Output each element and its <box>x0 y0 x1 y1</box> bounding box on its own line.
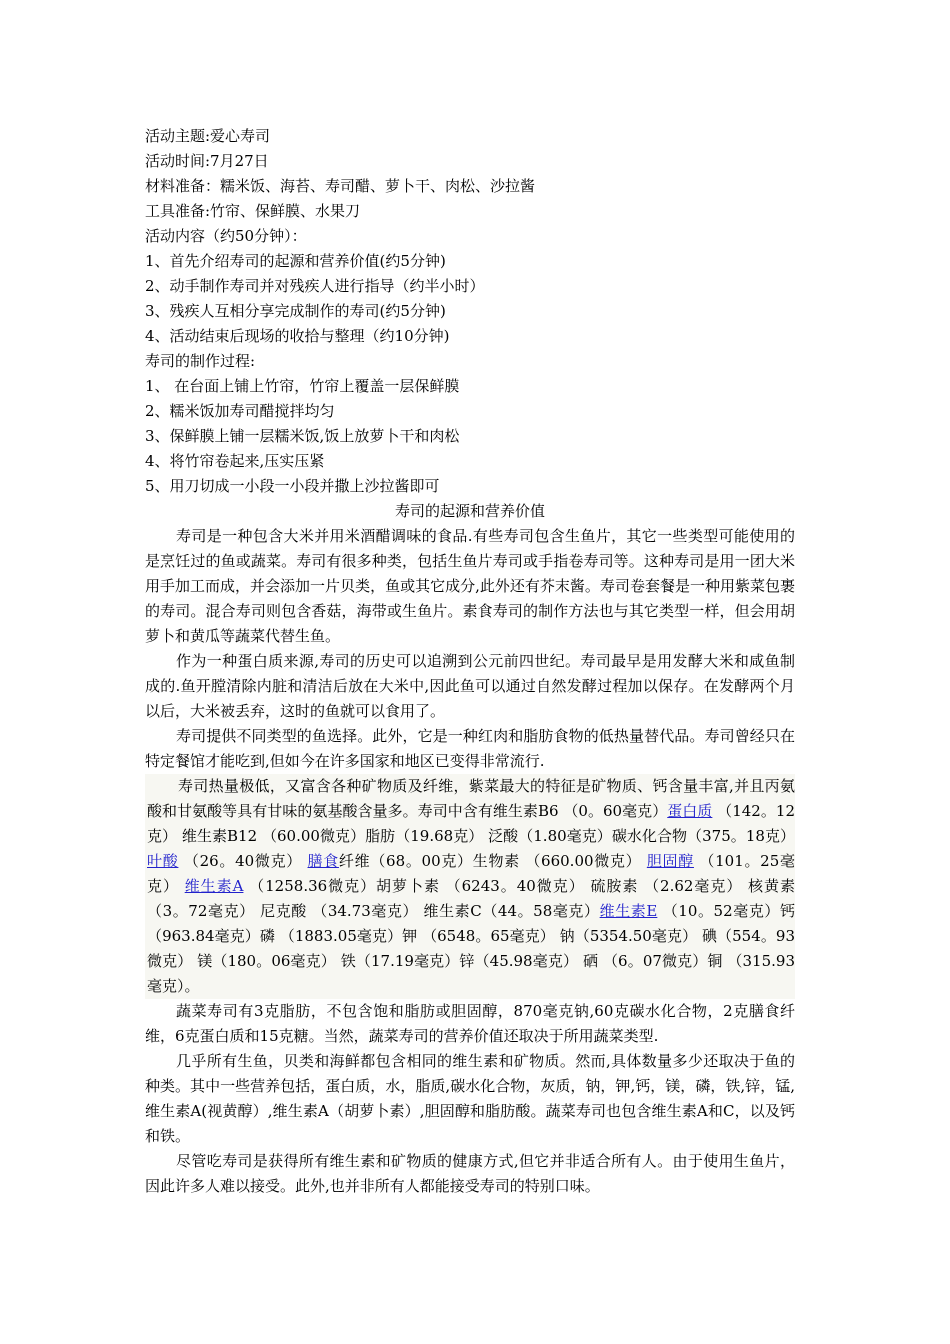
nutrition-text-7: （10。52毫克）钙 （963.84毫克）磷 （1883.05毫克）钾 （6548。65毫克） 钠（5354.50毫克） 碘（554。93微克） 镁（180。06毫克） 铁（17.19毫克）锌（45.98毫克） 硒 （6。07微克）铜 （315.93毫克）。 <box>147 902 795 995</box>
paragraph-seafood-nutrients: 几乎所有生鱼，贝类和海鲜都包含相同的维生素和矿物质。然而,具体数量多少还取决于鱼的种类。其中一些营养包括，蛋白质，水，脂质,碳水化合物，灰质，钠，钾,钙，镁，磷，铁,锌，锰,维生素A(视黄醇）,维生素A（胡萝卜素）,胆固醇和脂肪酸。蔬菜寿司也包含维生素A和C，以及钙和铁。 <box>145 1052 795 1145</box>
link-vitamin-a[interactable]: 维生素A <box>184 877 244 895</box>
line-time: 活动时间:7月27日 <box>145 152 269 170</box>
nutrition-text-2: （142。12克） 维生素B12 （60.00微克）脂肪（19.68克） 泛酸（1.80毫克）碳水化合物（375。18克） <box>147 802 795 845</box>
line-theme: 活动主题:爱心寿司 <box>145 127 271 145</box>
nutrition-text-3: （26。40微克） <box>178 852 308 870</box>
line-process-3: 3、保鲜膜上铺一层糯米饭,饭上放萝卜干和肉松 <box>145 427 460 445</box>
line-content-heading: 活动内容（约50分钟）： <box>145 227 307 245</box>
nutrition-text-1: 寿司热量极低，又富含各种矿物质及纤维，紫菜最大的特征是矿物质、钙含量丰富,并且丙氨酸和甘氨酸等具有甘味的氨基酸含量多。寿司中含有维生素B6 （0。60毫克） <box>147 777 795 820</box>
nutrition-text-6: （1258.36微克）胡萝卜素 （6243。40微克） 硫胺素 （2.62毫克） 核黄素 （3。72毫克） 尼克酸 （34.73毫克） 维生素C（44。58毫克） <box>147 877 795 920</box>
line-process-2: 2、糯米饭加寿司醋搅拌均匀 <box>145 402 335 420</box>
activity-plan <box>145 124 795 499</box>
line-step-share: 3、残疾人互相分享完成制作的寿司(约5分钟) <box>145 302 446 320</box>
nutrition-text-4: 纤维（68。00克）生物素 （660.00微克） <box>338 852 647 870</box>
link-dietary[interactable]: 膳食 <box>307 852 339 870</box>
line-step-cleanup: 4、活动结束后现场的收拾与整理（约10分钟) <box>145 327 450 345</box>
line-process-5: 5、用刀切成一小段一小段并撒上沙拉酱即可 <box>145 477 440 495</box>
line-process-1: 1、 在台面上铺上竹帘，竹帘上覆盖一层保鲜膜 <box>145 377 460 395</box>
line-step-make: 2、动手制作寿司并对残疾人进行指导（约半小时） <box>145 277 485 295</box>
paragraph-popularity: 寿司提供不同类型的鱼选择。此外，它是一种红肉和脂肪食物的低热量替代品。寿司曾经只在特定餐馆才能吃到,但如今在许多国家和地区已变得非常流行. <box>145 727 795 770</box>
nutrition-text-5: （101。25毫克） <box>147 852 795 895</box>
link-protein[interactable]: 蛋白质 <box>667 802 713 820</box>
line-process-4: 4、将竹帘卷起来,压实压紧 <box>145 452 325 470</box>
paragraph-caveat: 尽管吃寿司是获得所有维生素和矿物质的健康方式,但它并非适合所有人。由于使用生鱼片，因此许多人难以接受。此外,也并非所有人都能接受寿司的特别口味。 <box>145 1152 795 1195</box>
link-cholesterol[interactable]: 胆固醇 <box>646 852 694 870</box>
link-vitamin-e[interactable]: 维生素E <box>599 902 658 920</box>
line-tools: 工具准备:竹帘、保鲜膜、水果刀 <box>145 202 361 220</box>
line-materials: 材料准备：糯米饭、海苔、寿司醋、萝卜干、肉松、沙拉酱 <box>145 177 536 195</box>
line-process-heading: 寿司的制作过程: <box>145 352 256 370</box>
paragraph-definition: 寿司是一种包含大米并用米酒醋调味的食品.有些寿司包含生鱼片，其它一些类型可能使用的是烹饪过的鱼或蔬菜。寿司有很多种类，包括生鱼片寿司或手指卷寿司等。这种寿司是用一团大米用手加工而成，并会添加一片贝类，鱼或其它成分,此外还有芥末酱。寿司卷套餐是一种用紫菜包裹的寿司。混合寿司则包含香菇，海带或生鱼片。素食寿司的制作方法也与其它类型一样，但会用胡萝卜和黄瓜等蔬菜代替生鱼。 <box>145 527 795 645</box>
paragraph-vegetable-sushi: 蔬菜寿司有3克脂肪，不包含饱和脂肪或胆固醇，870毫克钠,60克碳水化合物，2克膳食纤维，6克蛋白质和15克糖。当然，蔬菜寿司的营养价值还取决于所用蔬菜类型. <box>145 1002 795 1045</box>
link-folic-acid[interactable]: 叶酸 <box>147 852 179 870</box>
paragraph-nutrition <box>145 774 795 999</box>
line-step-intro: 1、首先介绍寿司的起源和营养价值(约5分钟) <box>145 252 446 270</box>
section-title: 寿司的起源和营养价值 <box>394 502 545 520</box>
paragraph-history: 作为一种蛋白质来源,寿司的历史可以追溯到公元前四世纪。寿司最早是用发酵大米和咸鱼制成的.鱼开膛清除内脏和清洁后放在大米中,因此鱼可以通过自然发酵过程加以保存。在发酵两个月以后，大米被丢弃，这时的鱼就可以食用了。 <box>145 652 795 720</box>
